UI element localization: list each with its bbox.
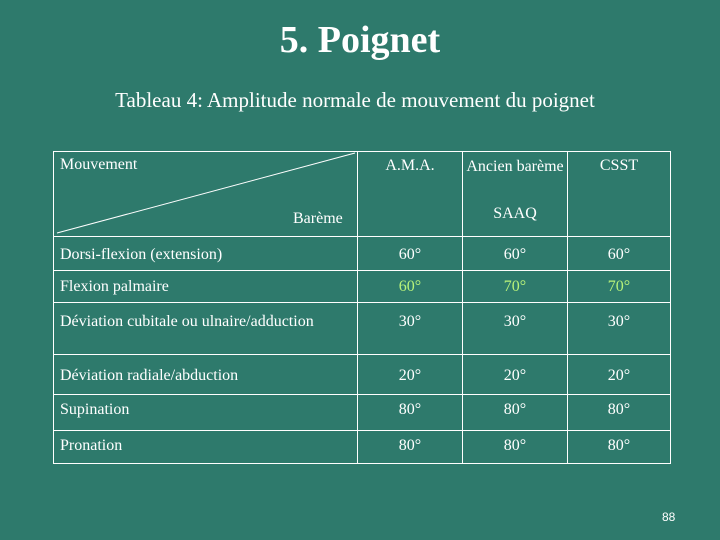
table-border-bottom	[53, 463, 671, 464]
cell-ama: 80°	[398, 401, 422, 418]
cell-ama: 60°	[398, 278, 422, 295]
cell-saaq: 80°	[503, 401, 527, 418]
header-bareme: Barème	[293, 210, 343, 227]
page-number: 88	[662, 510, 676, 524]
row-label: Dorsi-flexion (extension)	[60, 246, 223, 263]
cell-saaq: 70°	[503, 278, 527, 295]
row-divider	[53, 302, 671, 303]
cell-ama: 30°	[398, 313, 422, 330]
header-saaq: SAAQ	[493, 205, 537, 222]
header-mouvement: Mouvement	[60, 156, 138, 173]
cell-csst: 60°	[607, 246, 631, 263]
cell-ama: 20°	[398, 367, 422, 384]
cell-csst: 30°	[607, 313, 631, 330]
row-divider	[53, 354, 671, 355]
row-label: Flexion palmaire	[60, 278, 169, 295]
slide-title: 5. Poignet	[279, 19, 441, 61]
header-ama: A.M.A.	[385, 157, 435, 174]
cell-ama: 80°	[398, 437, 422, 454]
row-divider	[53, 430, 671, 431]
cell-csst: 80°	[607, 437, 631, 454]
row-divider	[53, 236, 671, 237]
header-ancien-bareme: Ancien barème	[466, 158, 564, 175]
row-label: Pronation	[60, 437, 123, 454]
row-label: Supination	[60, 401, 130, 418]
cell-saaq: 20°	[503, 367, 527, 384]
cell-csst: 80°	[607, 401, 631, 418]
cell-csst: 70°	[607, 278, 631, 295]
row-divider	[53, 394, 671, 395]
cell-saaq: 60°	[503, 246, 527, 263]
cell-saaq: 30°	[503, 313, 527, 330]
table-border-right	[670, 151, 671, 464]
row-divider	[53, 270, 671, 271]
row-label: Déviation radiale/abduction	[60, 367, 239, 384]
header-csst: CSST	[599, 157, 639, 174]
cell-saaq: 80°	[503, 437, 527, 454]
amplitude-table	[53, 151, 671, 464]
cell-csst: 20°	[607, 367, 631, 384]
cell-ama: 60°	[398, 246, 422, 263]
row-label: Déviation cubitale ou ulnaire/adduction	[60, 313, 314, 330]
table-caption: Tableau 4: Amplitude normale de mouvement du poignet	[115, 88, 595, 112]
